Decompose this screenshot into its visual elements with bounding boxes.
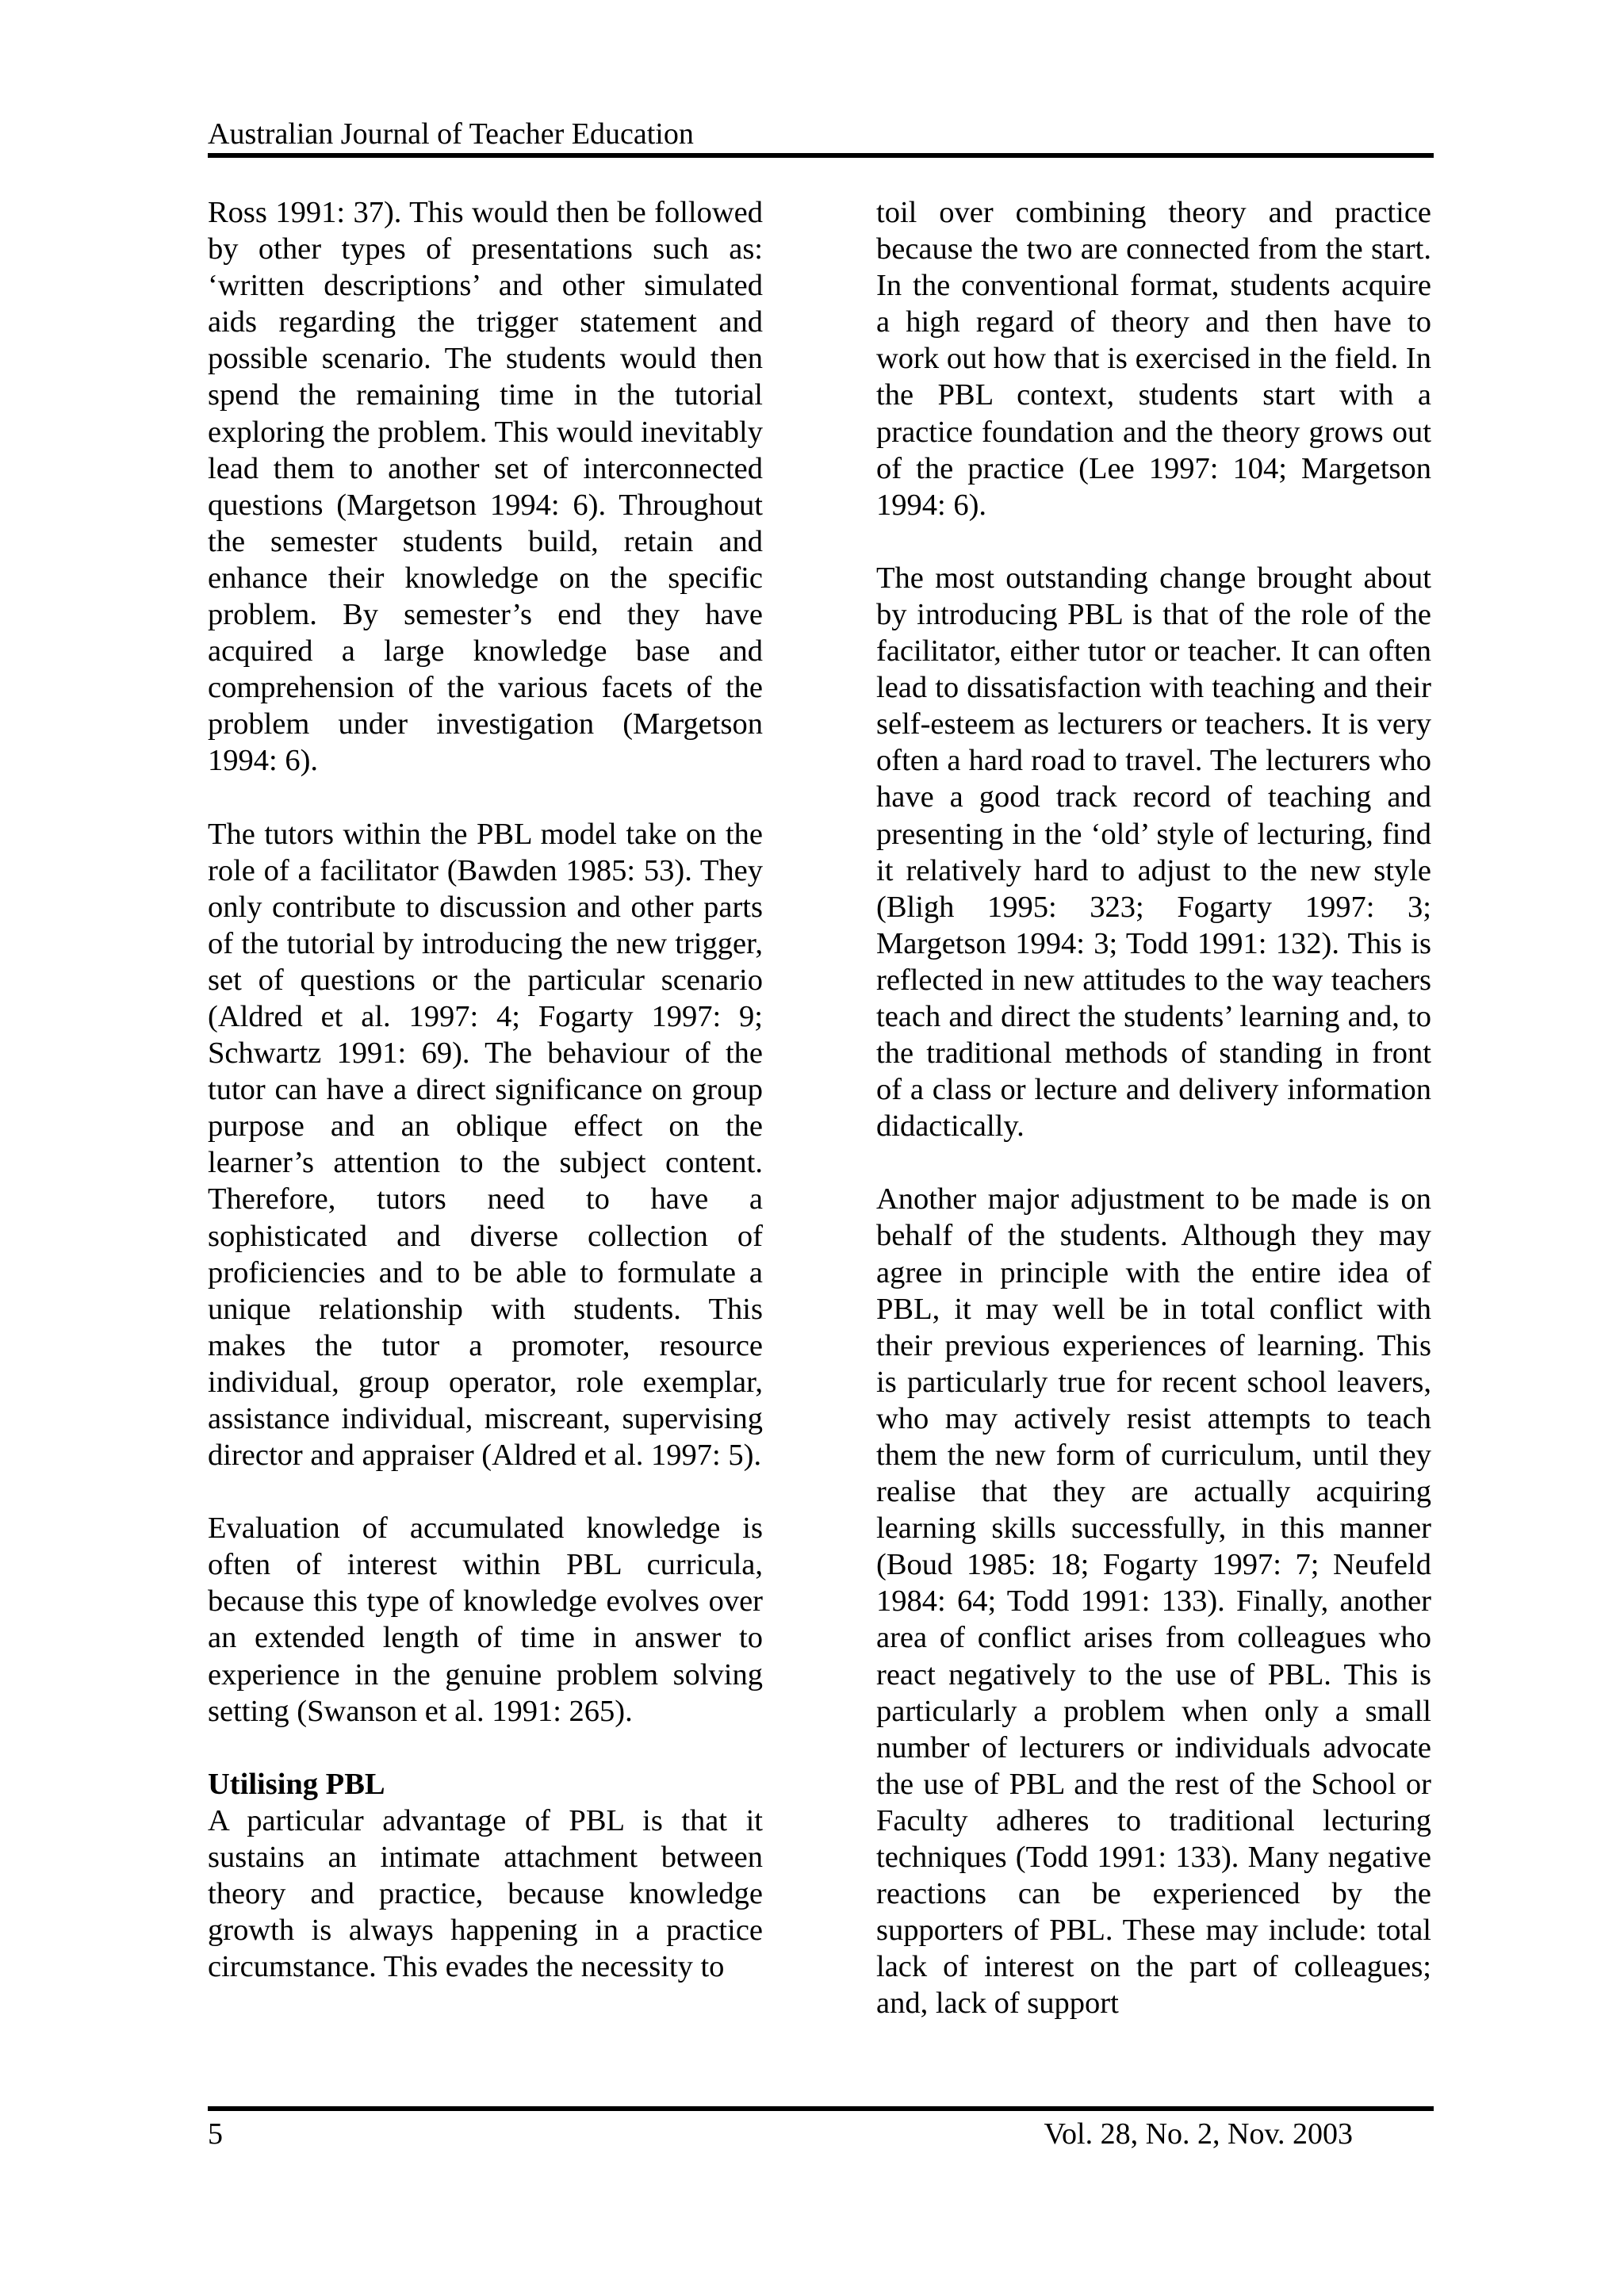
left-paragraph-4: A particular advantage of PBL is that it sustains an intimate attachment between theory and practice, because knowledge growth is always happening in a practice circumstance. This evades the necessity to [208,1803,763,1984]
section-heading: Utilising PBL [208,1767,385,1801]
journal-title: Australian Journal of Teacher Education [208,117,694,151]
page-number: 5 [208,2117,223,2151]
right-paragraph-3: Another major adjustment to be made is on behalf of the students. Although they may agree in principle with the entire idea of PBL, it may well be in total conflict with their previous experiences of learning. This is particularly true for recent school leavers, who may actively resist attempts to teach them the new form of curriculum, until they realise that they are actually acquiring learning skills successfully, in this manner (Boud 1985: 18; Fogarty 1997: 7; Neufeld 1984: 64; Todd 1991: 133). Finally, another area of conflict arises from colleagues who react negatively to the use of PBL. This is particularly a problem when only a small number of lecturers or individuals advocate the use of PBL and the rest of the School or Faculty adheres to traditional lecturing techniques (Todd 1991: 133). Many negative reactions can be experienced by the supporters of PBL. These may include: total lack of interest on the part of colleagues; and, lack of support [876,1182,1431,2021]
volume-info: Vol. 28, No. 2, Nov. 2003 [1044,2117,1353,2151]
right-column [876,194,1431,2022]
right-paragraph-1: toil over combining theory and practice because the two are connected from the start. In the conventional format, students acquire a high regard of theory and then have to work out how that is exercised in the field. In the PBL context, students start with a practice foundation and the theory grows out of the practice (Lee 1997: 104; Margetson 1994: 6). [876,196,1431,522]
left-paragraph-1: Ross 1991: 37). This would then be followed by other types of presentations such as: ‘written descriptions’ and other simulated aids regarding the trigger statement and possible scenario. The students would then spend the remaining time in the tutorial exploring the problem. This would inevitably lead them to another set of interconnected questions (Margetson 1994: 6). Throughout the semester students build, retain and enhance their knowledge on the specific problem. By semester’s end they have acquired a large knowledge base and comprehension of the various facets of the problem under investigation (Margetson 1994: 6). [208,196,763,778]
left-paragraph-3: Evaluation of accumulated knowledge is often of interest within PBL curricula, because this type of knowledge evolves over an extended length of time in answer to experience in the genuine problem solving setting (Swanson et al. 1991: 265). [208,1511,763,1728]
header-rule [208,153,1434,158]
footer-rule [208,2106,1434,2111]
right-paragraph-2: The most outstanding change brought about by introducing PBL is that of the role of the facilitator, either tutor or teacher. It can often lead to dissatisfaction with teaching and their self-esteem as lecturers or teachers. It is very often a hard road to travel. The lecturers who have a good track record of teaching and presenting in the ‘old’ style of lecturing, find it relatively hard to adjust to the new style (Bligh 1995: 323; Fogarty 1997: 3; Margetson 1994: 3; Todd 1991: 132). This is reflected in new attitudes to the way teachers teach and direct the students’ learning and, to the traditional methods of standing in front of a class or lecture and delivery information didactically. [876,561,1431,1144]
left-paragraph-2: The tutors within the PBL model take on the role of a facilitator (Bawden 1985: 53). They only contribute to discussion and other parts of the tutorial by introducing the new trigger, set of questions or the particular scenario (Aldred et al. 1997: 4; Fogarty 1997: 9; Schwartz 1991: 69). The behaviour of the tutor can have a direct significance on group purpose and an oblique effect on the learner’s attention to the subject content. Therefore, tutors need to have a sophisticated and diverse collection of proficiencies and to be able to formulate a unique relationship with students. This makes the tutor a promoter, resource individual, group operator, role exemplar, assistance individual, miscreant, supervising director and appraiser (Aldred et al. 1997: 5). [208,817,763,1473]
left-column [208,194,763,1985]
